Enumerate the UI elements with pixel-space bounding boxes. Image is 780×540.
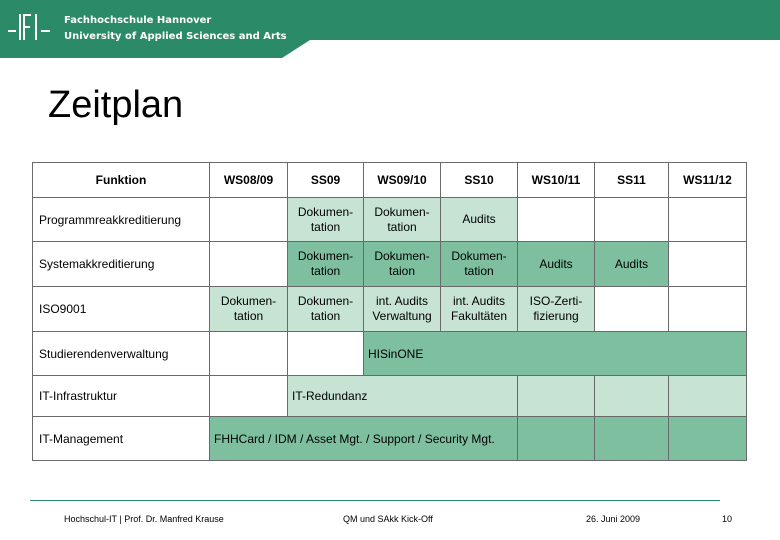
footer-author: Hochschul-IT | Prof. Dr. Manfred Krause [64,514,224,524]
table-cell [210,376,288,417]
table-cell-span: FHHCard / IDM / Asset Mgt. / Support / Security Mgt. [210,417,518,461]
table-cell: Dokumen- taion [364,242,441,287]
table-cell [595,376,669,417]
table-cell: Audits [518,242,595,287]
header-band [0,0,780,58]
column-header: WS09/10 [364,163,441,198]
table-cell: int. Audits Fakultäten [441,287,518,332]
column-header: SS09 [288,163,364,198]
table-cell [518,376,595,417]
table-row [33,417,747,461]
column-header: WS10/11 [518,163,595,198]
logo-name: Fachhochschule Hannover [64,15,212,26]
table-row [33,332,747,376]
table-cell [210,242,288,287]
page-number: 10 [722,514,733,524]
logo-subtitle: University of Applied Sciences and Arts [64,31,287,42]
table-cell [669,376,747,417]
row-label: IT-Management [33,417,210,461]
schedule-table [32,162,747,461]
table-cell: Audits [595,242,669,287]
page-title: Zeitplan [48,84,184,126]
table-cell: Dokumen- tation [210,287,288,332]
footer-date: 26. Juni 2009 [586,514,641,524]
table-cell-span: HISinONE [364,332,747,376]
table-cell [669,198,747,242]
header [0,0,780,58]
row-label: IT-Infrastruktur [33,376,210,417]
table-cell: Dokumen- tation [288,242,364,287]
footer-event: QM und SAkk Kick-Off [343,514,433,524]
table-cell [210,332,288,376]
column-header: SS10 [441,163,518,198]
table-cell [595,417,669,461]
column-header: SS11 [595,163,669,198]
table-cell [518,417,595,461]
table-row [33,287,747,332]
row-label: Studierendenverwaltung [33,332,210,376]
column-header: WS08/09 [210,163,288,198]
table-cell [669,287,747,332]
table-row [33,376,747,417]
table-cell: Dokumen- tation [288,198,364,242]
table-cell [210,198,288,242]
row-label: ISO9001 [33,287,210,332]
table-header-row [33,163,747,198]
table-cell: int. Audits Verwaltung [364,287,441,332]
table-cell [595,198,669,242]
table-cell [669,242,747,287]
row-label: Programmreakkreditierung [33,198,210,242]
column-header: WS11/12 [669,163,747,198]
table-cell: Dokumen- tation [364,198,441,242]
table-row [33,242,747,287]
table-cell: Audits [441,198,518,242]
column-header: Funktion [33,163,210,198]
table-cell: Dokumen- tation [441,242,518,287]
footer-divider [30,500,720,501]
table-cell-span: IT-Redundanz [288,376,518,417]
table-row [33,198,747,242]
table-cell [518,198,595,242]
table-cell: Dokumen- tation [288,287,364,332]
table-cell [595,287,669,332]
table-cell [288,332,364,376]
table-cell: ISO-Zerti- fizierung [518,287,595,332]
table-cell [669,417,747,461]
row-label: Systemakkreditierung [33,242,210,287]
